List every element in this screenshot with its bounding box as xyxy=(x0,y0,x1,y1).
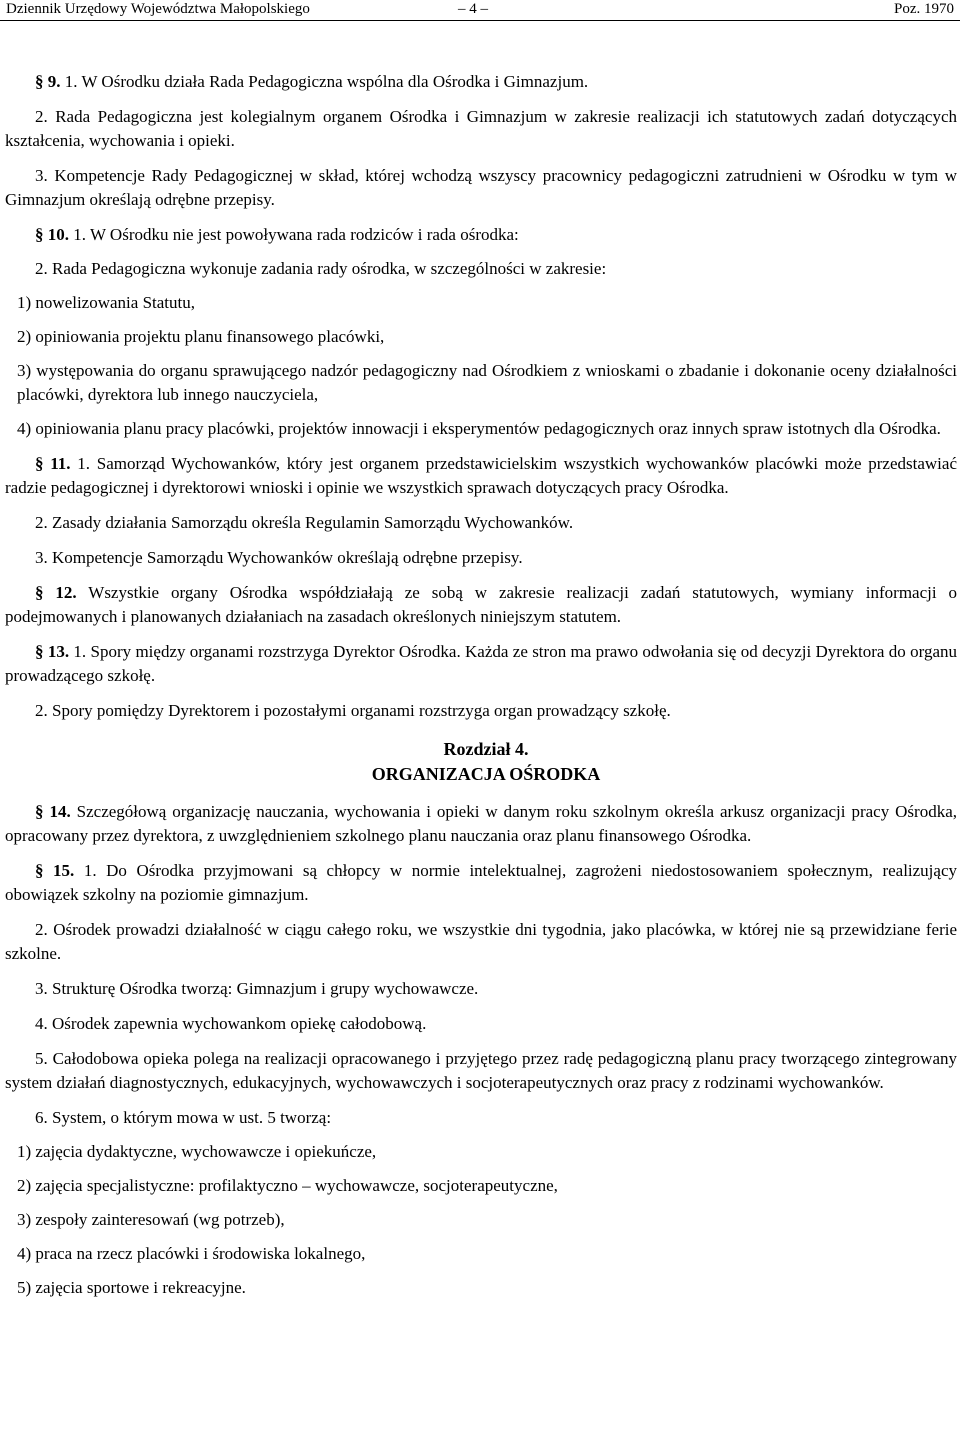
section-12-paragraph-1 xyxy=(5,581,957,629)
paragraph-text: 1. Do Ośrodka przyjmowani są chłopcy w normie intelektualnej, zagrożeni niedostosowaniem społecznym, realizujący obowiązek szkolny na poziomie gimnazjum. xyxy=(5,861,958,904)
section-10-item-2: 2) opiniowania projektu planu finansowego placówki, xyxy=(17,327,385,346)
section-10-paragraph-2: 2. Rada Pedagogiczna wykonuje zadania rady ośrodka, w szczególności w zakresie: xyxy=(35,259,607,278)
section-9-paragraph-3: 3. Kompetencje Rady Pedagogicznej w skład, której wchodzą wszyscy pracownicy pedagogiczni zatrudnieni w Ośrodku w tym w Gimnazjum określają odrębne przepisy. xyxy=(5,166,957,209)
section-number: § 10. xyxy=(35,225,69,244)
section-15-paragraph-1 xyxy=(5,859,957,907)
section-15-paragraph-2: 2. Ośrodek prowadzi działalność w ciągu całego roku, we wszystkie dni tygodnia, jako placówka, w której nie są przewidziane ferie szkolne. xyxy=(5,920,957,963)
paragraph-text: 1. W Ośrodku działa Rada Pedagogiczna wspólna dla Ośrodka i Gimnazjum. xyxy=(60,72,589,91)
document-body xyxy=(5,70,957,1300)
section-15-item-5: 5) zajęcia sportowe i rekreacyjne. xyxy=(17,1278,246,1297)
section-15-paragraph-3: 3. Strukturę Ośrodka tworzą: Gimnazjum i grupy wychowawcze. xyxy=(35,979,479,998)
section-11-paragraph-1 xyxy=(5,452,957,500)
section-15-paragraph-5: 5. Całodobowa opieka polega na realizacji opracowanego i przyjętego przez radę pedagogiczną planu pracy tworzącego zintegrowany system działań diagnostycznych, edukacyjnych, wychowawczych i socjoterapeutycznych oraz pracy z rodzinami wychowanków. xyxy=(5,1049,957,1092)
section-number: § 12. xyxy=(35,583,77,602)
paragraph-text: 1. Samorząd Wychowanków, który jest organem przedstawicielskim wszystkich wychowanków placówki może przedstawiać radzie pedagogicznej i dyrektorowi wnioski i opinie we wszystkich sprawach dotyczących pracy Ośrodka. xyxy=(5,454,957,497)
section-10-paragraph-1 xyxy=(5,223,957,247)
journal-title: Dziennik Urzędowy Województwa Małopolskiego xyxy=(6,1,310,17)
section-number: § 11. xyxy=(35,454,71,473)
chapter-heading xyxy=(5,737,957,787)
paragraph-text: 1. Spory między organami rozstrzyga Dyrektor Ośrodka. Każda ze stron ma prawo odwołania się od decyzji Dyrektora do organu prowadzącego szkołę. xyxy=(5,642,958,685)
section-10-item-3: 3) występowania do organu sprawującego nadzór pedagogiczny nad Ośrodkiem z wnioskami o zbadanie i dokonanie oceny działalności placówki, dyrektora lub innego nauczyciela, xyxy=(17,361,957,404)
section-10-item-1: 1) nowelizowania Statutu, xyxy=(17,293,195,312)
chapter-title: ORGANIZACJA OŚRODKA xyxy=(371,764,601,784)
section-15-item-3: 3) zespoły zainteresowań (wg potrzeb), xyxy=(17,1210,285,1229)
section-number: § 14. xyxy=(35,802,71,821)
section-number: § 13. xyxy=(35,642,70,661)
section-9-paragraph-2: 2. Rada Pedagogiczna jest kolegialnym organem Ośrodka i Gimnazjum w zakresie realizacji ich statutowych zadań dotyczących kształcenia, wychowania i opieki. xyxy=(5,107,957,150)
chapter-number: Rozdział 4. xyxy=(443,739,529,759)
paragraph-text: Szczegółową organizację nauczania, wychowania i opieki w danym roku szkolnym określa arkusz organizacji pracy Ośrodka, opracowany przez dyrektora, z uwzględnieniem szkolnego planu nauczania oraz planu finansowego Ośrodka. xyxy=(5,802,957,845)
page-header xyxy=(0,0,960,21)
paragraph-text: 1. W Ośrodku nie jest powoływana rada rodziców i rada ośrodka: xyxy=(69,225,519,244)
section-13-paragraph-1 xyxy=(5,640,957,688)
section-15-paragraph-6: 6. System, o którym mowa w ust. 5 tworzą: xyxy=(35,1108,332,1127)
section-15-item-2: 2) zajęcia specjalistyczne: profilaktyczno – wychowawcze, socjoterapeutyczne, xyxy=(17,1176,558,1195)
section-15-paragraph-4: 4. Ośrodek zapewnia wychowankom opiekę całodobową. xyxy=(35,1014,427,1033)
section-15-item-4: 4) praca na rzecz placówki i środowiska lokalnego, xyxy=(17,1244,366,1263)
section-15-item-1: 1) zajęcia dydaktyczne, wychowawcze i opiekuńcze, xyxy=(17,1142,377,1161)
section-11-paragraph-2: 2. Zasady działania Samorządu określa Regulamin Samorządu Wychowanków. xyxy=(35,513,574,532)
position-number: Poz. 1970 xyxy=(894,1,954,17)
section-number: § 15. xyxy=(35,861,75,880)
section-9-paragraph-1 xyxy=(5,70,957,94)
page-number: – 4 – xyxy=(458,1,488,17)
section-14-paragraph-1 xyxy=(5,800,957,848)
paragraph-text: Wszystkie organy Ośrodka współdziałają ze sobą w zakresie realizacji zadań statutowych, wymiany informacji o podejmowanych i planowanych działaniach na zasadach określonych niniejszym statutem. xyxy=(5,583,958,626)
section-number: § 9. xyxy=(35,72,61,91)
section-11-paragraph-3: 3. Kompetencje Samorządu Wychowanków określają odrębne przepisy. xyxy=(35,548,523,567)
section-13-paragraph-2: 2. Spory pomiędzy Dyrektorem i pozostałymi organami rozstrzyga organ prowadzący szkołę. xyxy=(35,701,671,720)
section-10-item-4: 4) opiniowania planu pracy placówki, projektów innowacji i eksperymentów pedagogicznych oraz innych spraw istotnych dla Ośrodka. xyxy=(17,419,941,438)
